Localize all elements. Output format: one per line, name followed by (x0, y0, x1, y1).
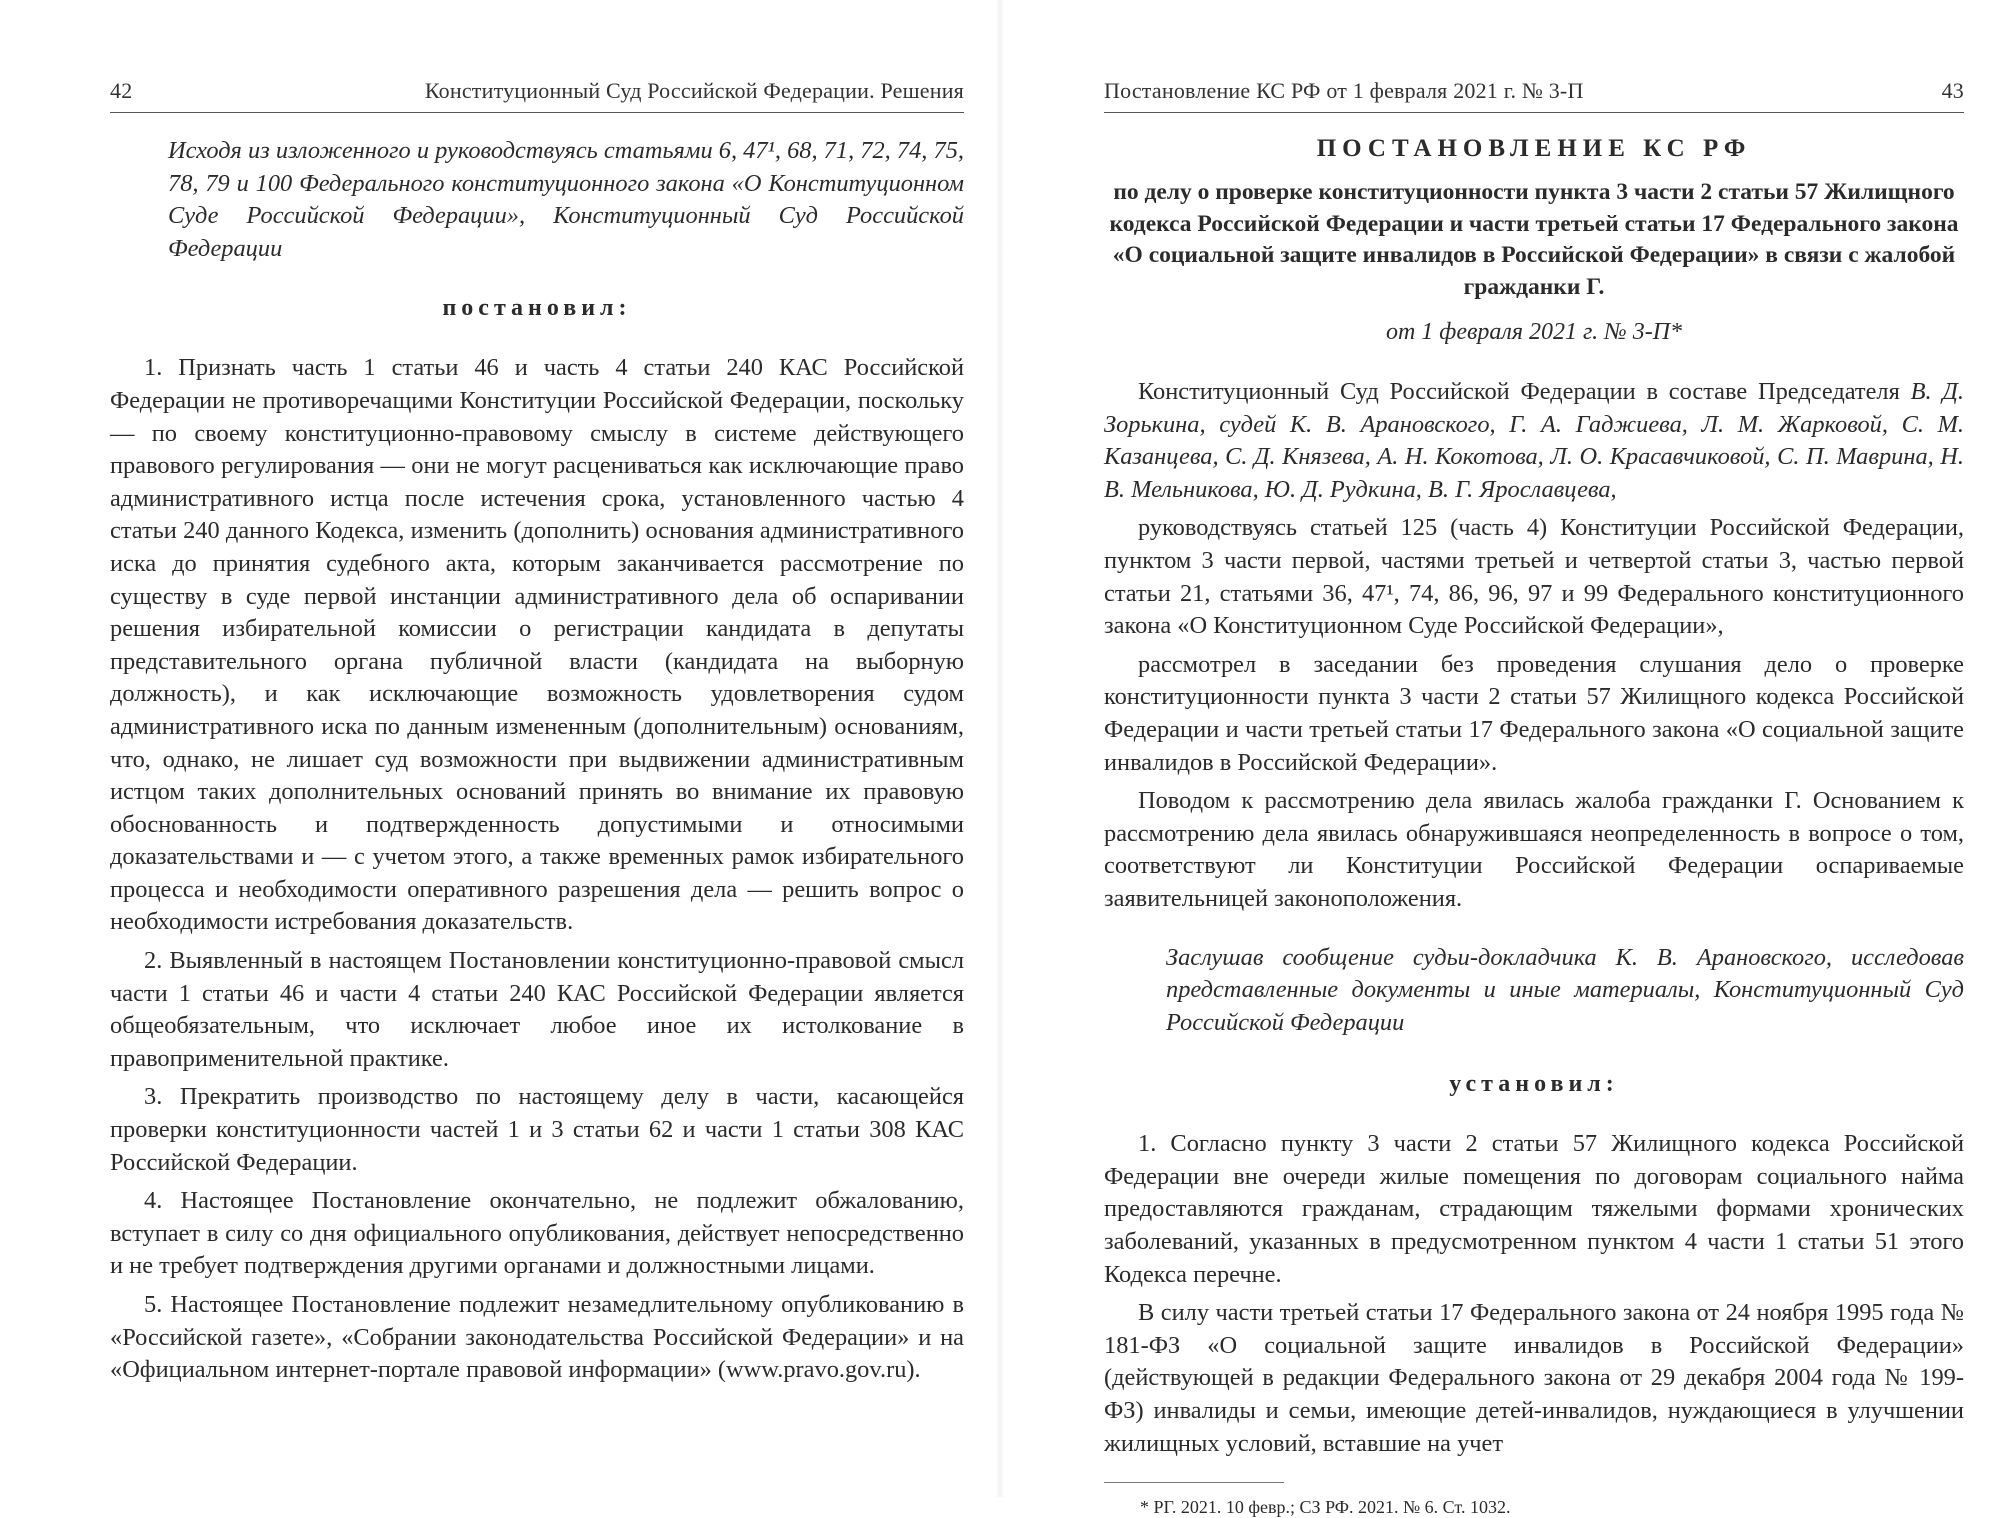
left-paragraph-2: 2. Выявленный в настоящем Постановлении конституционно-правовой смысл части 1 статьи 46 и части 4 статьи 240 КАС Российской Федерации является общеобязательным, что исключает любое иное их истолкование в правоприменительной практике. (110, 947, 964, 1072)
document-subtitle: по делу о проверке конституционности пункта 3 части 2 статьи 57 Жилищного кодекса Российской Федерации и части третьей статьи 17 Федерального закона «О социальной защите инвалидов в Российской Федерации» в связи с жалобой гражданки Г. (1109, 179, 1959, 300)
right-decree-word: установил: (1449, 1071, 1619, 1098)
right-paragraph-2: рассмотрел в заседании без проведения слушания дело о проверке конституционности пункта 3 части 2 статьи 57 Жилищного кодекса Российской Федерации и части третьей статьи 17 Федерального закона «О социальной защите инвалидов в Российской Федерации». (1104, 650, 1964, 776)
right-page-number: 43 (1941, 78, 1964, 103)
left-paragraph-4: 4. Настоящее Постановление окончательно, не подлежит обжалованию, вступает в силу со дня официального опубликования, действует непосредственно и не требует подтверждения другими органами и должностными лицами. (110, 1187, 964, 1280)
left-page (0, 0, 1000, 1497)
document-title: ПОСТАНОВЛЕНИЕ КС РФ (1316, 135, 1752, 162)
right-page (1000, 0, 2000, 1518)
footnote: * РГ. 2021. 10 февр.; СЗ РФ. 2021. № 6. Ст. 1032. (1140, 1497, 1511, 1518)
left-page-number: 42 (110, 78, 133, 103)
right-heard-italic: Заслушав сообщение судьи-докладчика К. В. Арановского, исследовав представленные документы и иные материалы, Конституционный Суд Российской Федерации (1166, 943, 1964, 1036)
left-running-head-text: Конституционный Суд Российской Федерации. Решения (424, 78, 964, 103)
composition-names: В. Д. Зорькина, судей К. В. Арановского, Г. А. Гаджиева, Л. М. Жарковой, С. М. Казанцева, С. Д. Князева, А. Н. Кокотова, Л. О. Красавчиковой, С. П. Маврина, Н. В. Мельникова, Ю. Д. Рудкина, В. Г. Ярославцева, (1104, 378, 1964, 503)
right-paragraph-1: руководствуясь статьей 125 (часть 4) Конституции Российской Федерации, пунктом 3 части первой, частями третьей и четвертой статьи 3, частью первой статьи 21, статьями 36, 47¹, 74, 86, 96, 97 и 99 Федерального конституционного закона «О Конституционном Суде Российской Федерации», (1104, 514, 1964, 640)
footnote-rule (1104, 1482, 1284, 1483)
left-running-header (110, 78, 964, 113)
right-running-head-text: Постановление КС РФ от 1 февраля 2021 г. № 3-П (1104, 78, 1584, 103)
left-decree-word: постановил: (442, 295, 632, 322)
left-paragraph-5: 5. Настоящее Постановление подлежит незамедлительному опубликованию в «Российской газете», «Собрании законодательства Российской Федерации» и на «Официальном интернет-портале правовой информации» (www.pravo.gov.ru). (110, 1291, 964, 1384)
document-date-line: от 1 февраля 2021 г. № 3-П* (1385, 319, 1683, 345)
right-paragraph-3: Поводом к рассмотрению дела явилась жалоба гражданки Г. Основанием к рассмотрению дела явилась обнаружившаяся неопределенность в вопросе о том, соответствуют ли Конституции Российской Федерации оспариваемые заявительницей законоположения. (1104, 787, 1964, 912)
right-paragraph-5: В силу части третьей статьи 17 Федерального закона от 24 ноября 1995 года № 181-ФЗ «О социальной защите инвалидов в Российской Федерации» (действующей в редакции Федерального закона от 29 декабря 2004 года № 199-ФЗ) инвалиды и семьи, имеющие детей-инвалидов, нуждающиеся в улучшении жилищных условий, вставшие на учет (1104, 1299, 1964, 1457)
left-intro-italic: Исходя из изложенного и руководствуясь статьями 6, 47¹, 68, 71, 72, 74, 75, 78, 79 и 100 Федерального конституционного закона «О Конституционном Суде Российской Федерации», Конституционный Суд Российской Федерации (168, 137, 964, 262)
composition-lead: Конституционный Суд Российской Федерации в составе Председателя (1138, 378, 1911, 405)
left-paragraph-1: 1. Признать часть 1 статьи 46 и часть 4 статьи 240 КАС Российской Федерации не противоречащими Конституции Российской Федерации, поскольку — по своему конституционно-правовому смыслу в системе действующего правового регулирования — они не могут расцениваться как исключающие право административного истца после истечения срока, установленного частью 4 статьи 240 данного Кодекса, изменить (дополнить) основания административного иска до принятия судебного акта, которым заканчивается рассмотрение по существу в суде первой инстанции административного дела об оспаривании решения избирательной комиссии о регистрации кандидата в депутаты представительного органа публичной власти (кандидата на выборную должность), и как исключающие возможность удовлетворения судом административного иска по данным измененным (дополнительным) основаниям, что, однако, не лишает суд возможности при выдвижении административным истцом таких дополнительных оснований принять во внимание их правовую обоснованность и подтвержденность допустимыми и относимыми доказательствами и — с учетом этого, а также временных рамок избирательного процесса и необходимости оперативного разрешения дела — решить вопрос о необходимости истребования доказательств. (110, 354, 964, 936)
right-paragraph-4: 1. Согласно пункту 3 части 2 статьи 57 Жилищного кодекса Российской Федерации вне очереди жилые помещения по договорам социального найма предоставляются гражданам, страдающим тяжелыми формами хронических заболеваний, указанных в предусмотренном пунктом 4 части 1 статьи 51 этого Кодекса перечне. (1104, 1130, 1964, 1288)
right-running-header (1104, 78, 1964, 113)
left-paragraph-3: 3. Прекратить производство по настоящему делу в части, касающейся проверки конституционности частей 1 и 3 статьи 62 и части 1 статьи 308 КАС Российской Федерации. (110, 1083, 964, 1176)
court-composition (1104, 376, 1964, 506)
